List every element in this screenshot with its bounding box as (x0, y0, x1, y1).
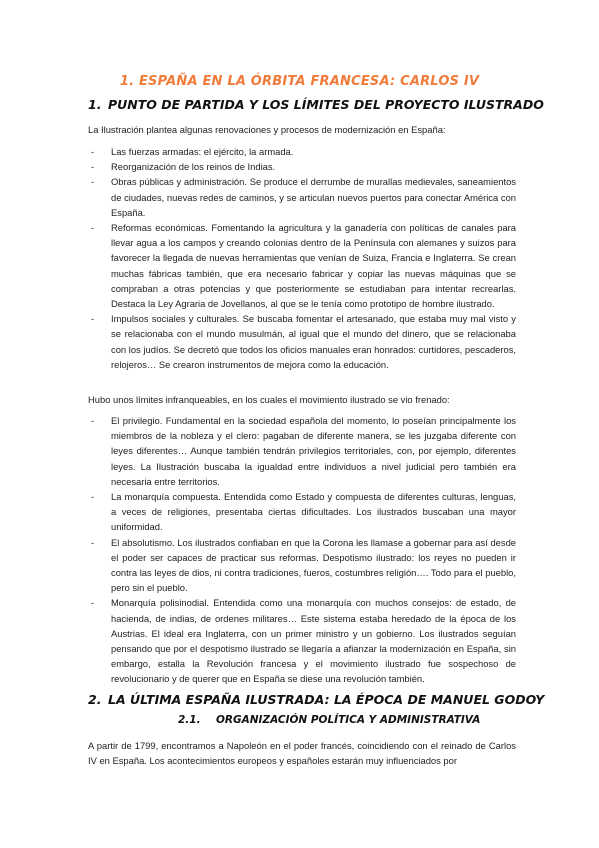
section-2-paragraph: A partir de 1799, encontramos a Napoleón en el poder francés, coincidiendo con el reinado de Carlos IV en España. Los acontecimientos europeos y españoles estarán muy influenciados por (88, 740, 516, 767)
list-item-text: Las fuerzas armadas: el ejército, la armada. (111, 146, 294, 157)
dash-bullet-icon: - (91, 176, 95, 188)
list-item (88, 311, 516, 372)
document-title: 1. ESPAÑA EN LA ÓRBITA FRANCESA: CARLOS IV (119, 74, 480, 89)
dash-bullet-icon: - (91, 491, 95, 503)
limits-intro: Hubo unos límites infranqueables, en los cuales el movimiento ilustrado se vio frenado: (88, 394, 450, 405)
list-item-text: El privilegio. Fundamental en la sociedad española del momento, lo poseían principalmente los miembros de la nobleza y el clero: pagaban de diferente manera, se les juzgaba diferente con leyes diferentes… Aunque también tendrán privilegios territoriales, con, por ejemplo, diferentes leyes. La Ilustración buscaba la igualdad entre individuos a nivel judicial pero también era necesaria entre territorios. (111, 415, 516, 487)
list-item-text: La monarquía compuesta. Entendida como Estado y compuesta de diferentes culturas, lenguas, a veces de religiones, presentaba ciertas dificultades. Los ilustrados buscaban una mayor uniformidad. (111, 491, 516, 533)
list-item (88, 174, 516, 220)
list-item-text: Obras públicas y administración. Se produce el derrumbe de murallas medievales, saneamientos de ciudades, nuevas redes de caminos, y se articulan nuevos puertos para conectar América con España. (111, 176, 516, 218)
list-item-text: Reorganización de los reinos de Indias. (111, 161, 276, 173)
list-item-text: El absolutismo. Los ilustrados confiaban en que la Corona les llamase a gobernar para así desde el poder ser capaces de practicar sus reformas. Despotismo ilustrado: los reyes no pueden ir contra las leyes de dios, ni contra tradiciones, fueros, costumbres religión…. Todo para el pueblo, pero sin el pueblo. (111, 536, 516, 594)
dash-bullet-icon: - (91, 313, 95, 325)
section-1-intro: La Ilustración plantea algunas renovaciones y procesos de modernización en España: (88, 124, 446, 135)
subsection-2-1-title: ORGANIZACIÓN POLÍTICA Y ADMINISTRATIVA (216, 714, 481, 726)
section-1-title: PUNTO DE PARTIDA Y LOS LÍMITES DEL PROYECTO ILUSTRADO (108, 97, 544, 112)
list-item (88, 220, 516, 311)
list-item (88, 144, 516, 159)
section-2-title: LA ÚLTIMA ESPAÑA ILUSTRADA: LA ÉPOCA DE MANUEL GODOY (108, 692, 545, 707)
section-1-number: 1. (88, 97, 102, 112)
dash-bullet-icon: - (91, 222, 95, 234)
section-1-heading (88, 97, 544, 112)
dash-bullet-icon: - (91, 161, 95, 173)
dash-bullet-icon: - (91, 146, 95, 157)
list-item-text: Reformas económicas. Fomentando la agricultura y la ganadería con políticas de canales para llevar agua a los campos y creando colonias dentro de la Península con alemanes y suizos para favorecer la llegada de nuevas herramientas que venían de Suiza, Francia e Inglaterra. Se crean muchas fábricas también, que era necesario fabricar y copiar las nuevas máquinas que se compraban a otras potencias y que posteriormente se estudiaban para intentar recrearlas. Destaca la Ley Agraria de Jovellanos, al que se le tenía como prototipo de hombre ilustrado. (111, 222, 516, 310)
subsection-2-1-number: 2.1. (178, 714, 201, 726)
list-item (88, 159, 516, 174)
section-2-heading (88, 692, 544, 707)
reforms-list (88, 144, 516, 372)
subsection-2-1-heading (178, 714, 480, 726)
list-item (88, 489, 516, 535)
dash-bullet-icon: - (91, 536, 95, 548)
limits-list (88, 413, 516, 687)
list-item-text: Impulsos sociales y culturales. Se buscaba fomentar el artesanado, que estaba muy mal visto y se relacionaba con el mundo musulmán, al igual que el mundo del dinero, que se relacionaba con los judíos. Se decretó que todos los oficios manuales eran honrados: curtidores, pescaderos, relojeros… Se crearon instrumentos de mejora como la educación. (111, 313, 516, 370)
list-item-text: Monarquía polisinodial. Entendida como una monarquía con muchos consejos: de estado, de hacienda, de indias, de ordenes militares… Este sistema estaba heredado de la época de los Austrias. El ideal era Inglaterra, con un primer ministro y un gobierno. Los ilustrados seguían pensando que por el despotismo ilustrado se llegaría a afianzar la modernización en España, sin embargo, estalla la Revolución francesa y el movimiento ilustrado fue sospechoso de revolucionario y de querer que en España se diese una revolución también. (111, 597, 516, 685)
list-item (88, 413, 516, 489)
list-item (88, 595, 516, 686)
dash-bullet-icon: - (91, 415, 95, 426)
list-item (88, 535, 516, 596)
dash-bullet-icon: - (91, 597, 95, 609)
section-2-number: 2. (88, 692, 102, 707)
